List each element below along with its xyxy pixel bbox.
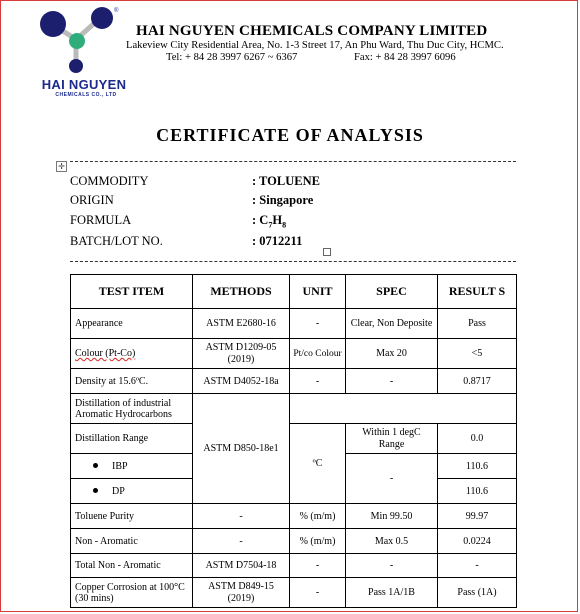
info-value-batch: : 0712211 <box>252 234 303 248</box>
cell-item: Density at 15.6ºC. <box>71 369 193 394</box>
table-row <box>71 554 517 578</box>
cell-item: Appearance <box>71 309 193 339</box>
cell-item: Colour (Pt-Co) <box>71 339 193 369</box>
cell-method: ASTM D849-15 (2019) <box>193 578 290 608</box>
document-title: CERTIFICATE OF ANALYSIS <box>156 125 424 145</box>
cell-spec: Clear, Non Deposite <box>346 309 438 339</box>
table-row <box>71 529 517 554</box>
cell-item-text: IBP <box>112 460 128 472</box>
cell-item <box>71 479 193 504</box>
cell-empty <box>290 394 517 424</box>
bullet-icon <box>93 488 98 493</box>
table-row <box>71 424 517 454</box>
cell-result: 110.6 <box>438 454 517 479</box>
cell-spec: Max 0.5 <box>346 529 438 554</box>
cell-item: Total Non - Aromatic <box>71 554 193 578</box>
cell-item: Non - Aromatic <box>71 529 193 554</box>
table-header-row <box>71 275 517 309</box>
company-tel: Tel: + 84 28 3997 6267 ~ 6367 <box>166 52 298 63</box>
company-address: Lakeview City Residential Area, No. 1-3 Street 17, An Phu Ward, Thu Duc City, HCMC. <box>126 40 504 51</box>
cell-result: Pass (1A) <box>438 578 517 608</box>
cell-method: ASTM D1209-05 (2019) <box>193 339 290 369</box>
info-label-commodity: COMMODITY <box>70 174 149 188</box>
cell-method: ASTM D850-18e1 <box>193 394 290 504</box>
cell-result: 0.0224 <box>438 529 517 554</box>
cell-unit: - <box>290 578 346 608</box>
cell-method: ASTM D4052-18a <box>193 369 290 394</box>
header-test-item: TEST ITEM <box>71 275 193 309</box>
company-fax: Fax: + 84 28 3997 6096 <box>354 52 456 63</box>
cell-spec: Max 20 <box>346 339 438 369</box>
cell-result: 0.8717 <box>438 369 517 394</box>
cell-result: 110.6 <box>438 479 517 504</box>
cell-unit: % (m/m) <box>290 504 346 529</box>
logo-subtext: CHEMICALS CO., LTD <box>55 92 117 98</box>
table-row <box>71 394 517 424</box>
cell-method: - <box>193 529 290 554</box>
cell-unit: ºC <box>290 424 346 504</box>
cell-item: Copper Corrosion at 100°C (30 mins) <box>71 578 193 608</box>
trademark-symbol: ® <box>114 8 119 14</box>
cell-item: Distillation Range <box>71 424 193 454</box>
cell-result: 0.0 <box>438 424 517 454</box>
table-row <box>71 309 517 339</box>
cell-item: Distillation of industrial Aromatic Hydrocarbons <box>71 394 193 424</box>
cell-method: - <box>193 504 290 529</box>
cell-unit: Pt/co Colour <box>290 339 346 369</box>
info-label-formula: FORMULA <box>70 213 132 227</box>
cell-method: ASTM D7504-18 <box>193 554 290 578</box>
cell-unit: % (m/m) <box>290 529 346 554</box>
cell-result: Pass <box>438 309 517 339</box>
table-row <box>71 339 517 369</box>
cell-spec: - <box>346 454 438 504</box>
header-methods: METHODS <box>193 275 290 309</box>
table-row <box>71 578 517 608</box>
cell-spec: - <box>346 554 438 578</box>
cell-item: Toluene Purity <box>71 504 193 529</box>
table-row <box>71 369 517 394</box>
info-value-origin: : Singapore <box>252 193 314 207</box>
header-results: RESULT S <box>438 275 517 309</box>
cell-unit: - <box>290 309 346 339</box>
cell-spec: Pass 1A/1B <box>346 578 438 608</box>
table-resize-handle[interactable] <box>323 248 331 256</box>
cell-spec: Within 1 degC Range <box>346 424 438 454</box>
cell-item <box>71 454 193 479</box>
cell-spec: Min 99.50 <box>346 504 438 529</box>
bullet-icon <box>93 463 98 468</box>
cell-result: <5 <box>438 339 517 369</box>
analysis-table <box>70 274 517 608</box>
cell-item-text: DP <box>112 485 125 497</box>
cell-result: 99.97 <box>438 504 517 529</box>
info-label-origin: ORIGIN <box>70 193 114 207</box>
info-label-batch: BATCH/LOT NO. <box>70 234 163 248</box>
cell-method: ASTM E2680-16 <box>193 309 290 339</box>
cell-spec: - <box>346 369 438 394</box>
divider-bottom <box>70 261 516 262</box>
logo-text: HAI NGUYEN <box>41 77 127 92</box>
header-unit: UNIT <box>290 275 346 309</box>
table-row <box>71 504 517 529</box>
header-spec: SPEC <box>346 275 438 309</box>
table-move-handle-icon[interactable]: ✛ <box>56 161 67 172</box>
divider-top <box>70 161 516 162</box>
cell-unit: - <box>290 554 346 578</box>
info-value-formula: : $C_7H_8$ <box>252 213 287 230</box>
cell-unit: - <box>290 369 346 394</box>
cell-result: - <box>438 554 517 578</box>
company-name: HAI NGUYEN CHEMICALS COMPANY LIMITED <box>136 23 488 39</box>
info-value-commodity: : TOLUENE <box>252 174 320 188</box>
